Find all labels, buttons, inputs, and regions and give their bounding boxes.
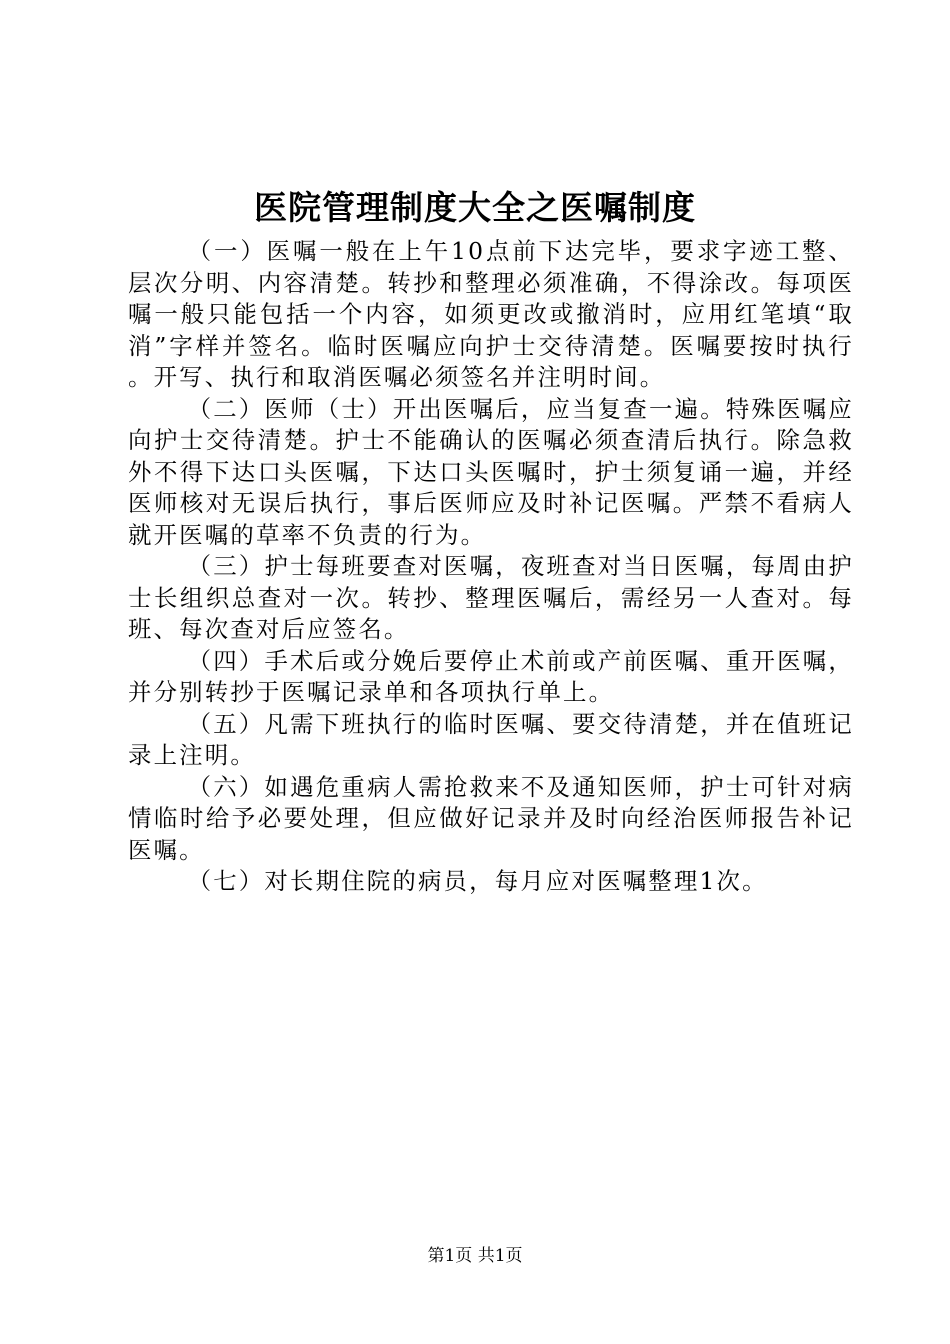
paragraph-2: （二）医师（士）开出医嘱后，应当复查一遍。特殊医嘱应向护士交待清楚。护士不能确认的医嘱必须查清后执行。除急救外不得下达口头医嘱，下达口头医嘱时，护士须复诵一遍，并经医师核对无误后执行，事后医师应及时补记医嘱。严禁不看病人就开医嘱的草率不负责的行为。 [128, 394, 854, 549]
paragraph-7: （七）对长期住院的病员，每月应对医嘱整理1次。 [187, 867, 768, 895]
paragraph-5: （五）凡需下班执行的临时医嘱、要交待清楚，并在值班记录上注明。 [128, 709, 854, 769]
paragraph-4: （四）手术后或分娩后要停止术前或产前医嘱、重开医嘱，并分别转抄于医嘱记录单和各项执行单上。 [128, 646, 854, 706]
paragraph-3: （三）护士每班要查对医嘱，夜班查对当日医嘱，每周由护士长组织总查对一次。转抄、整理医嘱后，需经另一人查对。每班、每次查对后应签名。 [128, 552, 854, 643]
paragraph-1: （一）医嘱一般在上午10点前下达完毕，要求字迹工整、层次分明、内容清楚。转抄和整理必须准确，不得涂改。每项医嘱一般只能包括一个内容，如须更改或撤消时，应用红笔填“取消”字样并签名。临时医嘱应向护士交待清楚。医嘱要按时执行。开写、执行和取消医嘱必须签名并注明时间。 [128, 237, 854, 391]
paragraph-6: （六）如遇危重病人需抢救来不及通知医师，护士可针对病情临时给予必要处理，但应做好记录并及时向经治医师报告补记医嘱。 [128, 772, 854, 864]
document-body [128, 236, 854, 898]
document-title: 医院管理制度大全之医嘱制度 [254, 188, 696, 227]
page-number-footer: 第1页 共1页 [427, 1246, 523, 1266]
